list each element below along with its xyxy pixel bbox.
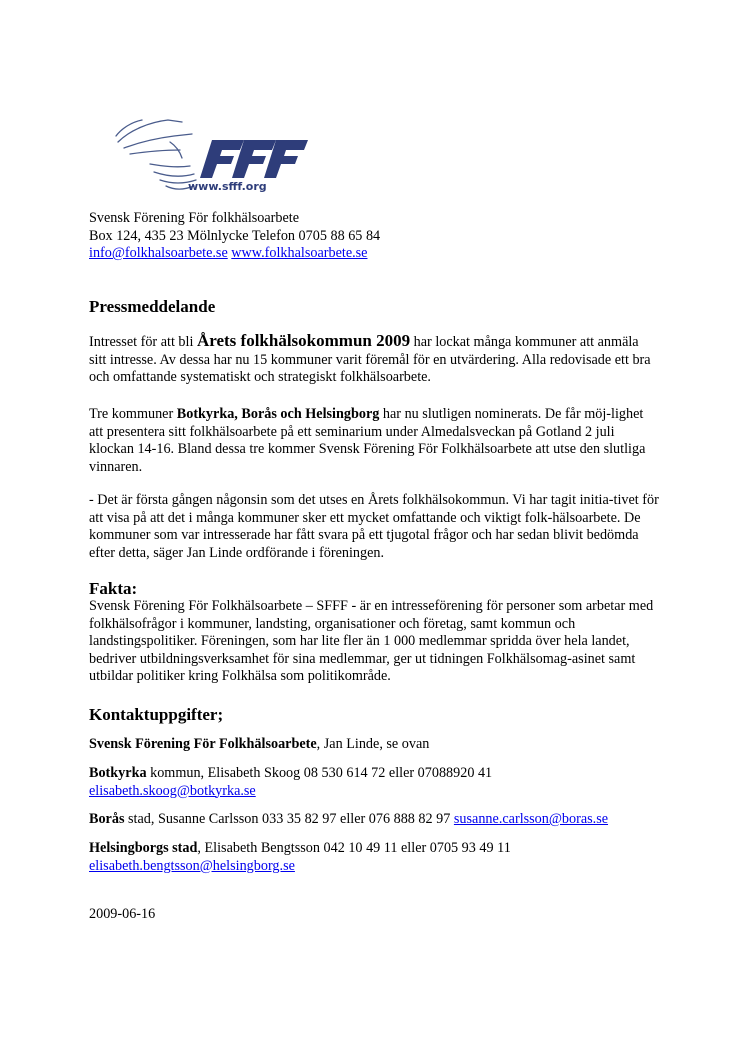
para2-post: har nu slutligen nominerats. De får möj-lighet att presentera sitt folkhälsoarbete på ett seminarium under Almedalsveckan på Gotland 2 juli klockan 14-16. Bland dessa tre kommer Svensk Förening För Folkhälsoarbete att utse den slutliga vinnaren. xyxy=(89,406,646,475)
sfff-wordmark xyxy=(200,140,308,178)
para1-pre: Intresset för att bli xyxy=(89,334,197,350)
contact-3-name: Borås xyxy=(89,811,125,827)
contact-1-name: Svensk Förening För Folkhälsoarbete xyxy=(89,736,317,752)
logo-url: www.sfff.org xyxy=(188,180,267,193)
org-address: Box 124, 435 23 Mölnlycke Telefon 0705 88 65 84 xyxy=(89,227,381,244)
contact-4-rest: , Elisabeth Bengtsson 042 10 49 11 eller 0705 93 49 11 xyxy=(197,840,511,856)
paragraph-3 xyxy=(89,492,659,562)
contact-1-rest: , Jan Linde, se ovan xyxy=(316,736,430,752)
contact-3-email-link[interactable]: susanne.carlsson@boras.se xyxy=(453,811,609,827)
para1-post: har lockat många kommuner att anmäla sitt intresse. Av dessa har nu 15 kommuner varit föremål för en utvärdering. Alla redovisade ett bra och omfattande systematiskt och strategiskt folkhälsoarbete. xyxy=(89,334,651,386)
contact-1 xyxy=(89,736,659,754)
fakta-section xyxy=(89,580,659,686)
org-website-link[interactable]: www.folkhalsoarbete.se xyxy=(231,245,368,262)
contact-2 xyxy=(89,765,659,800)
contact-4 xyxy=(89,840,659,875)
contact-2-name: Botkyrka xyxy=(89,765,147,781)
org-name: Svensk Förening För folkhälsoarbete xyxy=(89,210,300,226)
org-header xyxy=(89,210,380,263)
date xyxy=(89,906,659,924)
contacts-heading: Kontaktuppgifter; xyxy=(89,705,224,724)
para2-pre: Tre kommuner xyxy=(89,406,177,422)
org-links xyxy=(89,245,380,263)
org-email-link[interactable]: info@folkhalsoarbete.se xyxy=(89,245,228,262)
para1-bold: Årets folkhälsokommun 2009 xyxy=(196,331,411,350)
page-title: Pressmeddelande xyxy=(89,297,216,316)
fakta-heading: Fakta: xyxy=(89,579,138,598)
para2-bold: Botkyrka, Borås och Helsingborg xyxy=(176,406,380,422)
contact-2-email-link[interactable]: elisabeth.skoog@botkyrka.se xyxy=(89,782,256,799)
contact-2-rest: kommun, Elisabeth Skoog 08 530 614 72 eller 07088920 41 xyxy=(146,765,493,781)
paragraph-1 xyxy=(89,332,659,387)
contact-3-rest: stad, Susanne Carlsson 033 35 82 97 eller 076 888 82 97 xyxy=(124,811,454,827)
contact-3 xyxy=(89,811,659,829)
date-text: 2009-06-16 xyxy=(89,906,156,922)
contact-4-email-link[interactable]: elisabeth.bengtsson@helsingborg.se xyxy=(89,857,295,874)
contact-4-name: Helsingborgs stad xyxy=(89,840,198,856)
sfff-logo xyxy=(110,112,310,204)
fakta-text: Svensk Förening För Folkhälsoarbete – SFFF - är en intresseförening för personer som arbetar med folkhälsofrågor i kommuner, landsting, organisationer och företag, samt kommun och landstingspolitiker. Föreningen, som har lite fler än 1 000 medlemmar spridda över hela landet, bedriver utbildningsverksamhet för sina medlemmar, ger ut tidningen Folkhälsomag-asinet samt utbildar politiker kring Folkhälsa som politikområde. xyxy=(89,598,654,685)
para3-text: - Det är första gången någonsin som det utses en Årets folkhälsokommun. Vi har tagit initia-tivet för att visa på att det i många kommuner sker ett mycket omfattande och viktigt folk-hälsoarbete. De kommuner som var intresserade har fått svara på ett tjugotal frågor och har sedan blivit bedömda efter detta, säger Jan Linde ordförande i föreningen. xyxy=(89,492,659,561)
paragraph-2 xyxy=(89,406,659,476)
